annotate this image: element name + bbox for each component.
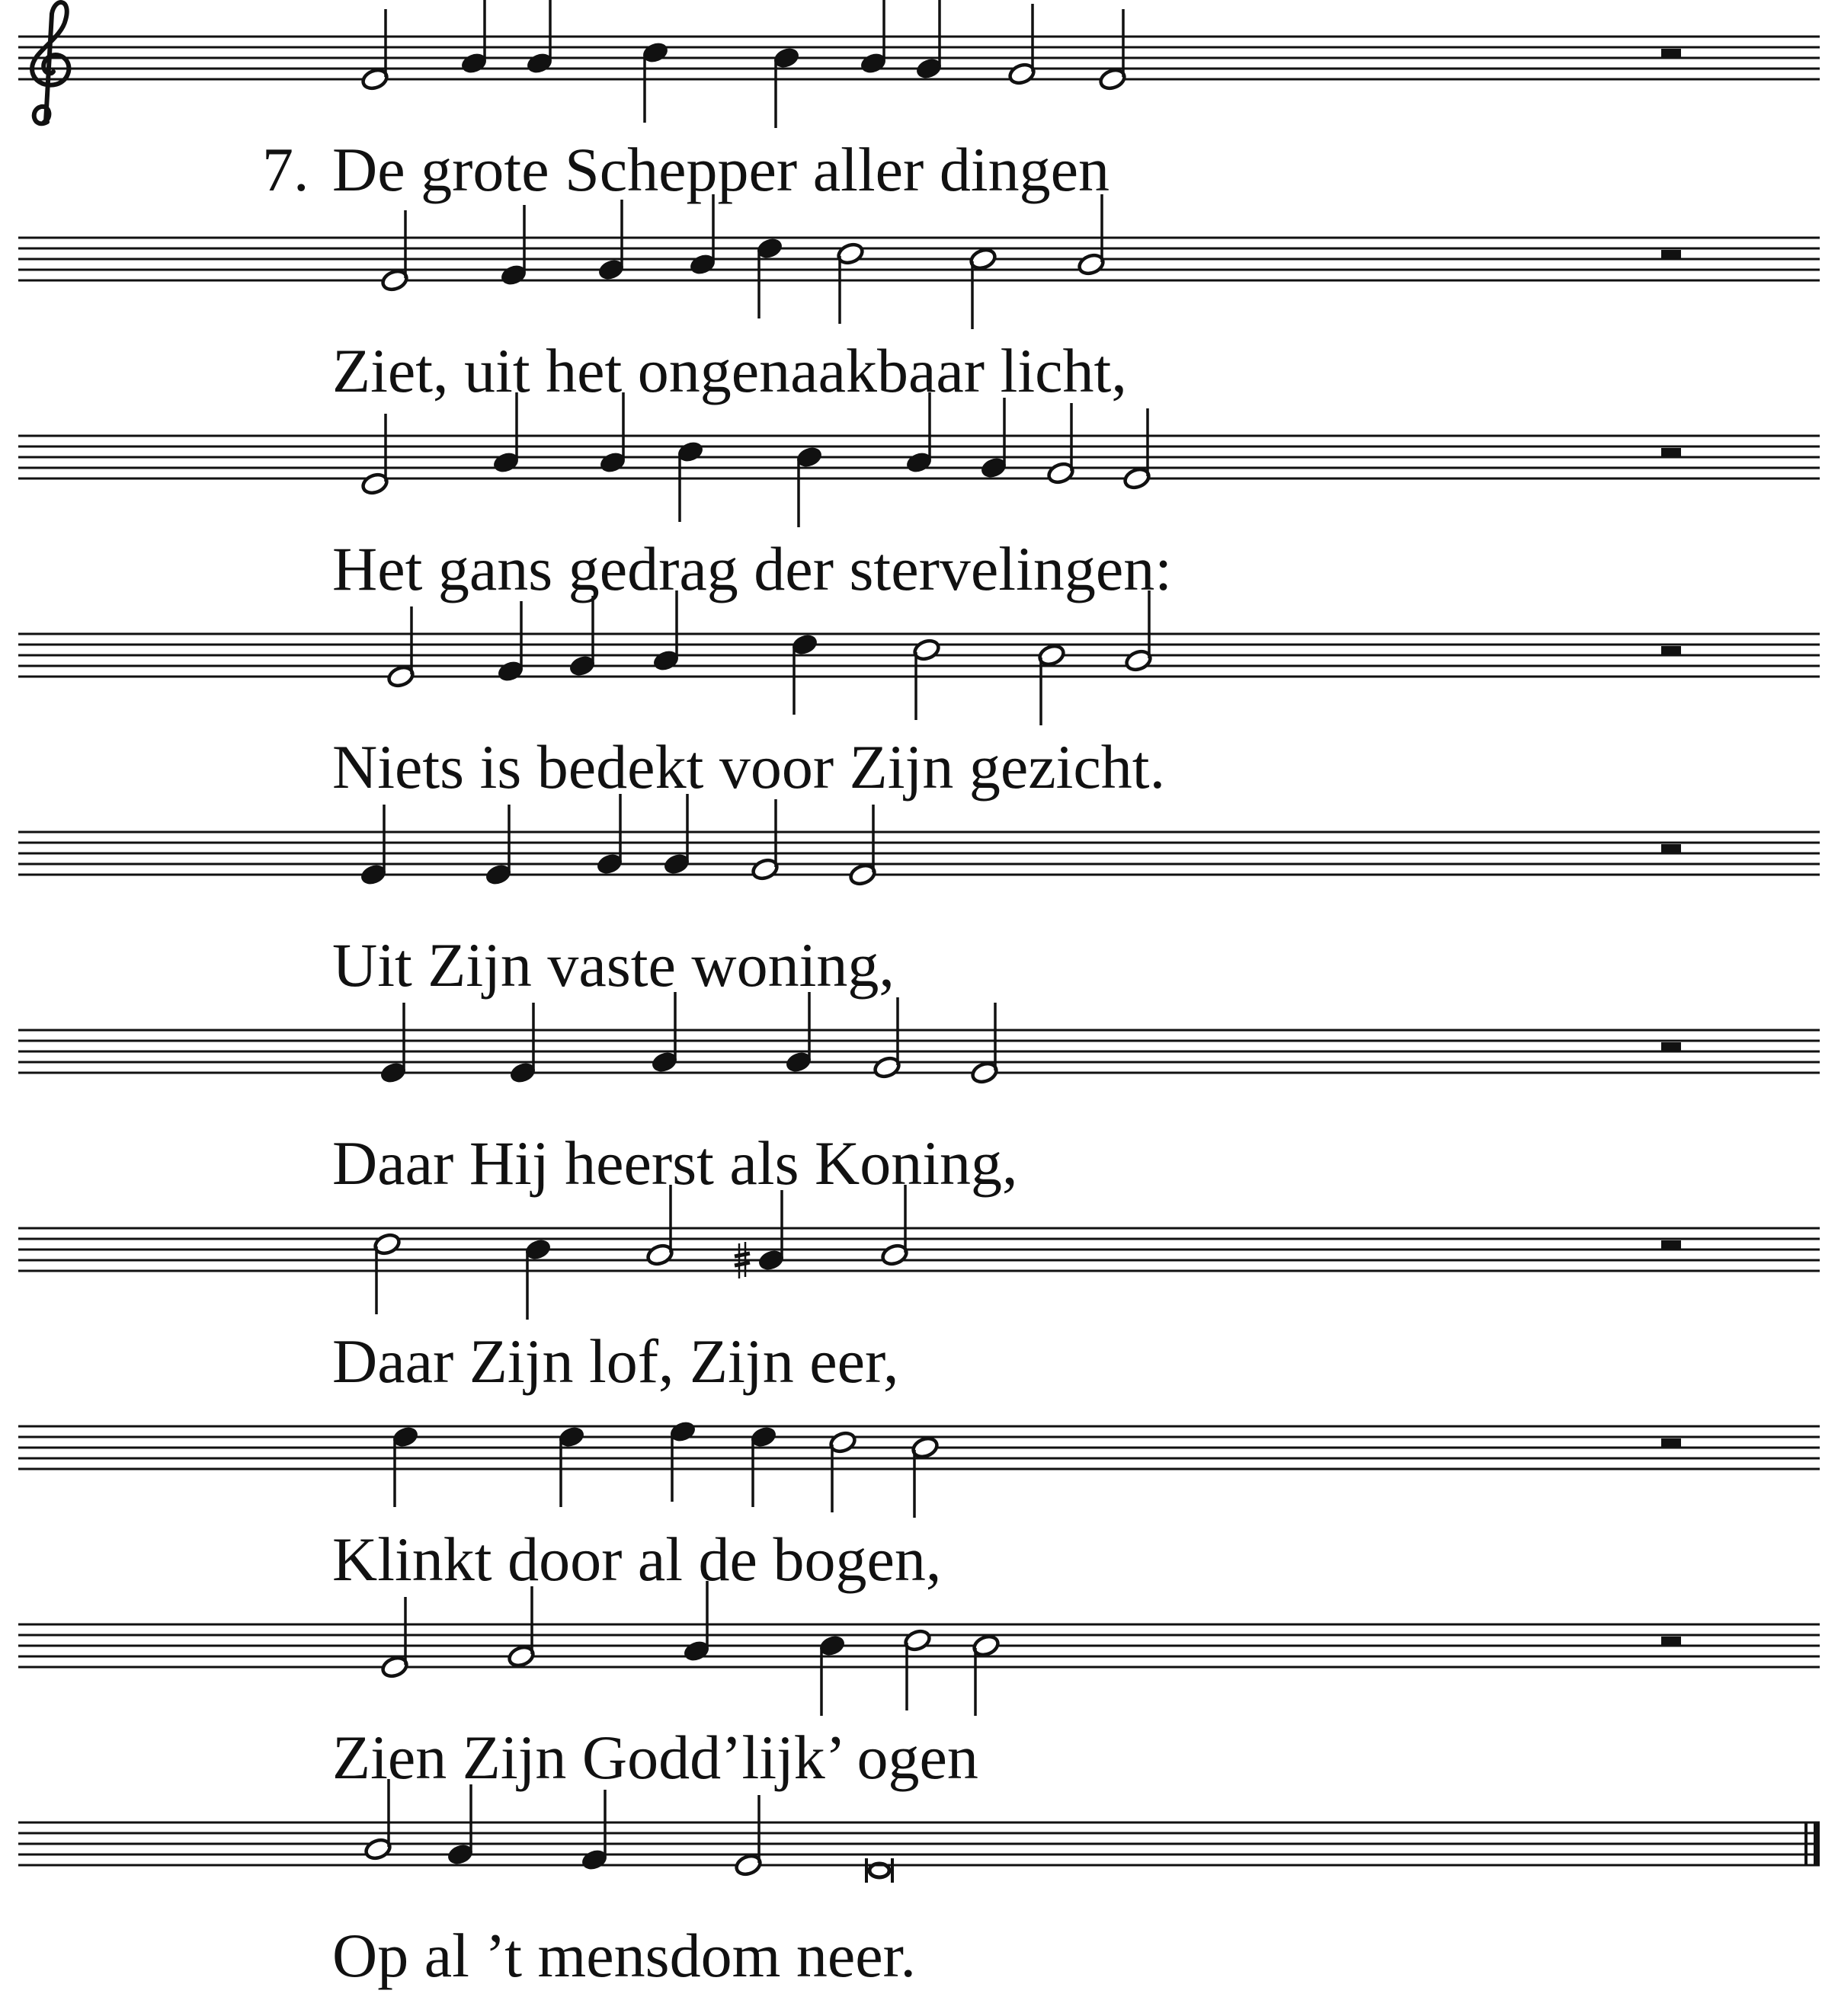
rest-icon [1661,1438,1681,1447]
note [1077,194,1106,277]
note [969,247,997,329]
note [359,805,388,887]
music-system [18,590,1820,802]
note [496,601,525,683]
note [499,205,528,287]
verse-number: 7. [262,135,309,204]
note [859,0,888,75]
note [1007,4,1036,86]
rest-icon [1661,844,1681,853]
lyric-line: Uit Zijn vaste woning, [332,930,895,1000]
music-system [18,1185,1820,1396]
note [911,1435,940,1518]
note [795,445,824,527]
note [772,46,801,128]
note [836,242,865,324]
lyric-line: Ziet, uit het ongenaakbaar licht, [332,336,1127,405]
note [386,606,415,689]
lyric-line: Op al ’t mensdom neer. [332,1921,916,1990]
staff [18,832,1820,875]
note [379,1003,408,1085]
note [507,1586,536,1669]
note [912,638,941,720]
note [595,794,624,876]
note [970,1003,999,1085]
rest-icon [1661,1637,1681,1645]
note [380,1597,409,1679]
lyric-line: Klinkt door al de bogen, [332,1525,942,1594]
rest-icon [1661,646,1681,654]
note [360,9,389,91]
note [790,632,819,715]
note [1037,643,1066,725]
music-system [18,1581,1820,1792]
note [557,1425,586,1507]
note [676,440,705,522]
note [688,194,717,277]
note [784,992,813,1074]
note [749,1425,778,1507]
note [972,1634,1001,1716]
note [568,596,597,678]
note [360,414,389,496]
note [391,1425,420,1507]
staff [18,1228,1820,1271]
note [1098,9,1127,91]
staff [18,1822,1820,1865]
note [735,1190,786,1278]
note [508,1003,537,1085]
note [668,1419,697,1502]
rest-icon [1661,448,1681,456]
lyric-line: Daar Hij heerst als Koning, [332,1128,1018,1198]
note [580,1790,609,1872]
rest-icon [1661,250,1681,258]
note [866,1858,892,1883]
lyric-line: De grote Schepper aller dingen [332,135,1110,204]
lyric-line: Het gans gedrag der stervelingen: [332,534,1173,603]
note [914,0,943,81]
treble-clef-icon [32,2,69,123]
note [484,805,513,887]
lyric-line: Daar Zijn lof, Zijn eer, [332,1326,899,1396]
note [828,1430,857,1512]
rest-icon [1661,1240,1681,1249]
note [446,1784,475,1867]
music-system [18,194,1820,405]
note [524,1237,552,1320]
rest-icon [1661,1042,1681,1051]
note [373,1232,402,1314]
note [979,398,1008,480]
note [873,997,901,1080]
lyric-line: Niets is bedekt voor Zijn gezicht. [332,732,1166,802]
note [755,236,784,318]
rest-icon [1661,49,1681,57]
music-system [18,392,1820,603]
note [818,1634,847,1716]
note [650,992,679,1074]
note [380,210,409,293]
note [1046,403,1075,485]
note [460,0,488,75]
note [662,794,691,876]
note [903,1628,932,1710]
note [751,799,780,882]
note [641,40,670,123]
note [597,200,626,282]
lyric-line: Zien Zijn Godd’lijk’ ogen [332,1723,978,1792]
note [848,805,877,887]
note [734,1795,763,1877]
staff [18,238,1820,280]
music-system [18,1779,1820,1990]
note [1122,408,1151,491]
music-system [18,1419,1820,1594]
music-system [18,794,1820,1000]
music-system [18,0,1820,204]
music-system [18,992,1820,1198]
staff [18,1030,1820,1073]
note [525,0,554,75]
